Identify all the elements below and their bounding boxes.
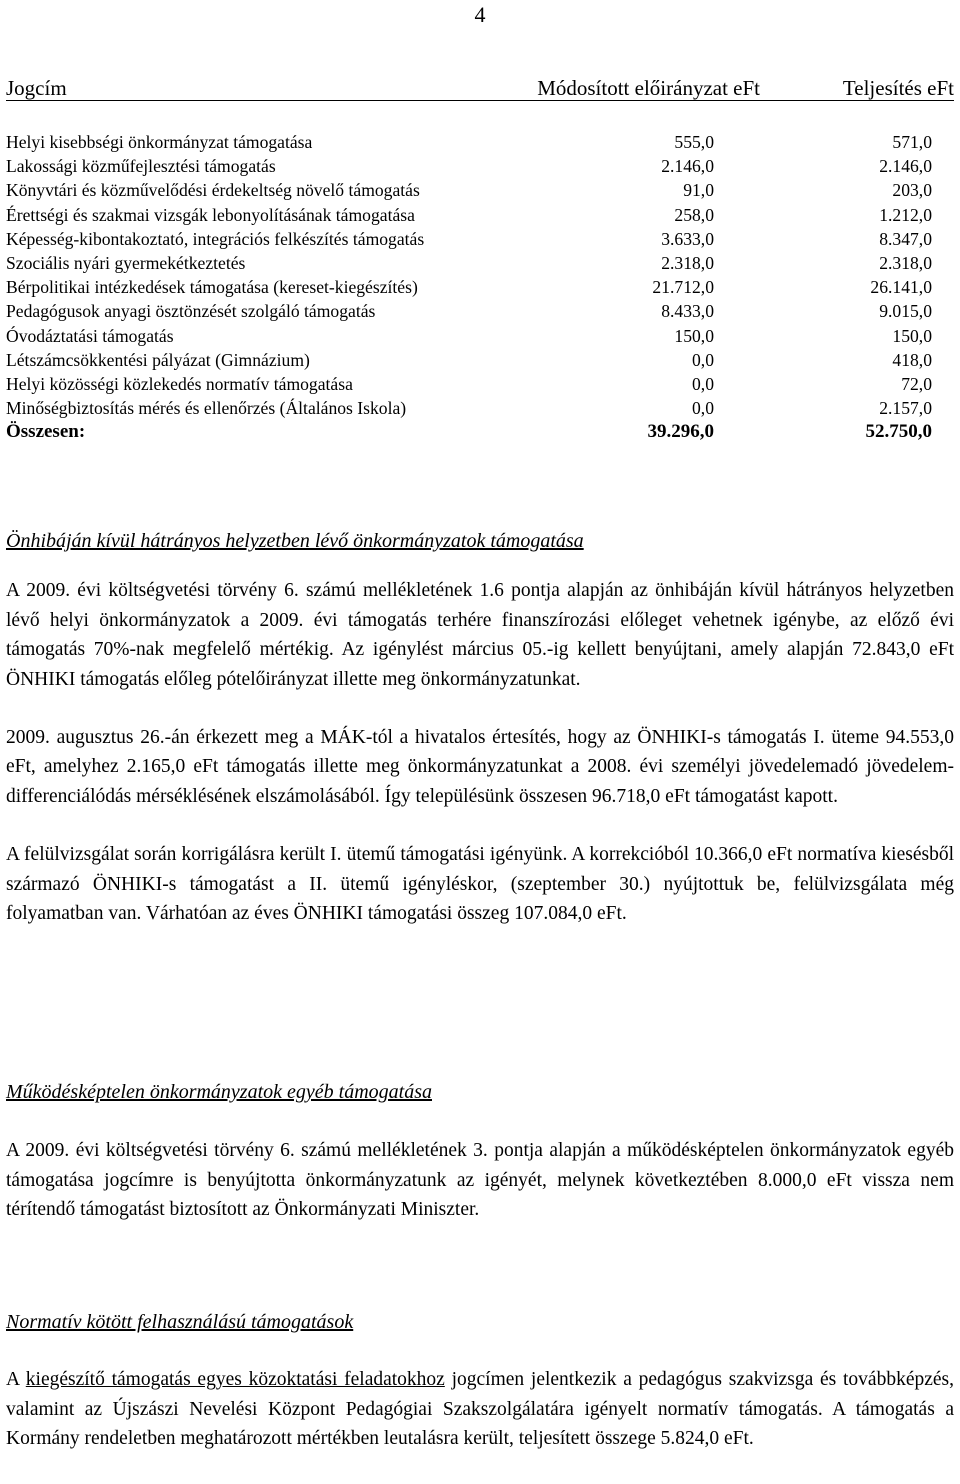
row-performance: 203,0 — [892, 180, 932, 201]
paragraph-onhiki-3: A felülvizsgálat során korrigálásra került I. ütemű támogatási igényünk. A korrekcióból 10.366,0 eFt normatíva kiesésből származó ÖNHIKI-s támogatást a II. ütemű igényléskor, (szeptember 30.) nyújtottuk be, felülvizsgálata még folyamatban van. Várhatóan az éves ÖNHIKI támogatási összeg 107.084,0 eFt. — [6, 844, 954, 925]
row-modified: 0,0 — [692, 398, 714, 419]
section-onhiki — [6, 527, 954, 928]
row-title: Bérpolitikai intézkedések támogatása (kereset-kiegészítés) — [6, 277, 418, 298]
section-mukodesképtelen — [6, 1078, 954, 1225]
section-title-onhiki: Önhibáján kívül hátrányos helyzetben lévő önkormányzatok támogatása — [6, 530, 584, 552]
section-title-normativ: Normatív kötött felhasználású támogatások — [6, 1311, 354, 1333]
paragraph-normativ-rest: jogcímen jelentkezik a pedagógus szakvizsga és továbbképzés, valamint az Újszászi Nevelési Központ Pedagógiai Szakszolgálatára igényelt normatív támogatás. A támogatás a Kormány rendeletben meghatározott mértékben leutalásra került, teljesített összege 5.824,0 eFt. — [6, 1369, 955, 1450]
row-title: Helyi kisebbségi önkormányzat támogatása — [6, 132, 313, 152]
row-title: Lakossági közműfejlesztési támogatás — [6, 156, 276, 177]
row-modified: 21.712,0 — [652, 277, 714, 298]
total-modified: 39.296,0 — [647, 421, 714, 443]
paragraph-onhiki-2: 2009. augusztus 26.-án érkezett meg a MÁK-tól a hivatalos értesítés, hogy az ÖNHIKI-s támogatás I. üteme 94.553,0 eFt, amelyhez 2.165,0 eFt támogatás illette meg önkormányzatunkat a 2008. évi személyi jövedelemadó jövedelem-differenciálódás mérséklésének elszámolásából. Így településünk összesen 96.718,0 eFt támogatást kapott. — [6, 727, 954, 807]
row-modified: 150,0 — [674, 325, 714, 346]
table-row — [6, 348, 954, 372]
paragraph-normativ — [6, 1365, 954, 1453]
row-modified: 2.146,0 — [661, 156, 714, 177]
total-performance: 52.750,0 — [865, 421, 932, 443]
table-header — [6, 74, 954, 101]
table-row — [6, 178, 954, 202]
row-performance: 2.318,0 — [879, 252, 932, 273]
total-title: Összesen: — [6, 421, 86, 443]
table-row — [6, 372, 954, 396]
row-modified: 258,0 — [674, 204, 714, 225]
row-title: Képesség-kibontakoztató, integrációs felkészítés támogatás — [6, 228, 425, 249]
table-row — [6, 324, 954, 348]
row-modified: 8.433,0 — [661, 301, 714, 322]
table-row — [6, 130, 954, 154]
row-title: Könyvtári és közművelődési érdekeltség növelő támogatás — [6, 180, 420, 201]
page-number: 4 — [474, 2, 486, 27]
row-title: Óvodáztatási támogatás — [6, 325, 174, 346]
column-header-performance: Teljesítés eFt — [842, 76, 954, 100]
row-title: Pedagógusok anyagi ösztönzését szolgáló támogatás — [6, 301, 376, 322]
row-modified: 0,0 — [692, 373, 714, 394]
section-title-mukodeskeptelen: Működésképtelen önkormányzatok egyéb támogatása — [6, 1081, 432, 1103]
row-performance: 8.347,0 — [879, 228, 932, 249]
row-modified: 2.318,0 — [661, 252, 714, 273]
table-row — [6, 299, 954, 323]
row-performance: 26.141,0 — [870, 277, 932, 298]
paragraph-onhiki-1: A 2009. évi költségvetési törvény 6. számú mellékletének 1.6 pontja alapján az önhibáján kívül hátrányos helyzetben lévő helyi önkormányzatok a 2009. évi támogatás terhére finanszírozási előleget vehetnek igénybe, az előző évi támogatás 70%-nak megfelelő mértékig. Az igénylést március 05.-ig kellett benyújtani, amely alapján 72.843,0 eFt ÖNHIKI támogatás előleg pótelőirányzat illette meg önkormányzatunkat. — [6, 580, 954, 690]
row-performance: 418,0 — [892, 349, 932, 370]
table-body — [6, 130, 954, 444]
section-normativ — [6, 1308, 954, 1454]
row-performance: 2.157,0 — [879, 398, 932, 419]
table-row — [6, 251, 954, 275]
column-header-modified: Módosított előirányzat eFt — [537, 76, 760, 100]
row-title: Létszámcsökkentési pályázat (Gimnázium) — [6, 349, 310, 370]
row-title: Minőségbiztosítás mérés és ellenőrzés (Általános Iskola) — [6, 398, 407, 419]
paragraph-normativ-start: A — [6, 1369, 20, 1391]
table-row — [6, 203, 954, 227]
table-row — [6, 275, 954, 299]
table-row — [6, 154, 954, 178]
row-title: Érettségi és szakmai vizsgák lebonyolításának támogatása — [6, 204, 415, 225]
row-performance: 9.015,0 — [879, 301, 932, 322]
row-performance: 72,0 — [901, 373, 932, 394]
paragraph-mukodeskeptelen: A 2009. évi költségvetési törvény 6. számú mellékletének 3. pontja alapján a működésképtelen önkormányzatok egyéb támogatása jogcímre is benyújtotta önkormányzatunk az igényét, melynek következtében 8.000,0 eFt vissza nem térítendő támogatást biztosított az Önkormányzati Miniszter. — [6, 1140, 954, 1221]
column-header-title: Jogcím — [6, 76, 67, 100]
table-row — [6, 227, 954, 251]
row-performance: 571,0 — [892, 132, 932, 152]
row-performance: 1.212,0 — [879, 204, 932, 225]
row-title: Szociális nyári gyermekétkeztetés — [6, 252, 246, 273]
row-modified: 0,0 — [692, 349, 714, 370]
row-modified: 555,0 — [674, 132, 714, 152]
row-performance: 2.146,0 — [879, 156, 932, 177]
table-total-row — [6, 420, 954, 444]
table-row — [6, 396, 954, 420]
paragraph-normativ-underlined: kiegészítő támogatás egyes közoktatási feladatokhoz — [25, 1369, 445, 1391]
row-modified: 3.633,0 — [661, 228, 714, 249]
row-title: Helyi közösségi közlekedés normatív támogatása — [6, 373, 353, 394]
row-modified: 91,0 — [683, 180, 714, 201]
row-performance: 150,0 — [892, 325, 932, 346]
